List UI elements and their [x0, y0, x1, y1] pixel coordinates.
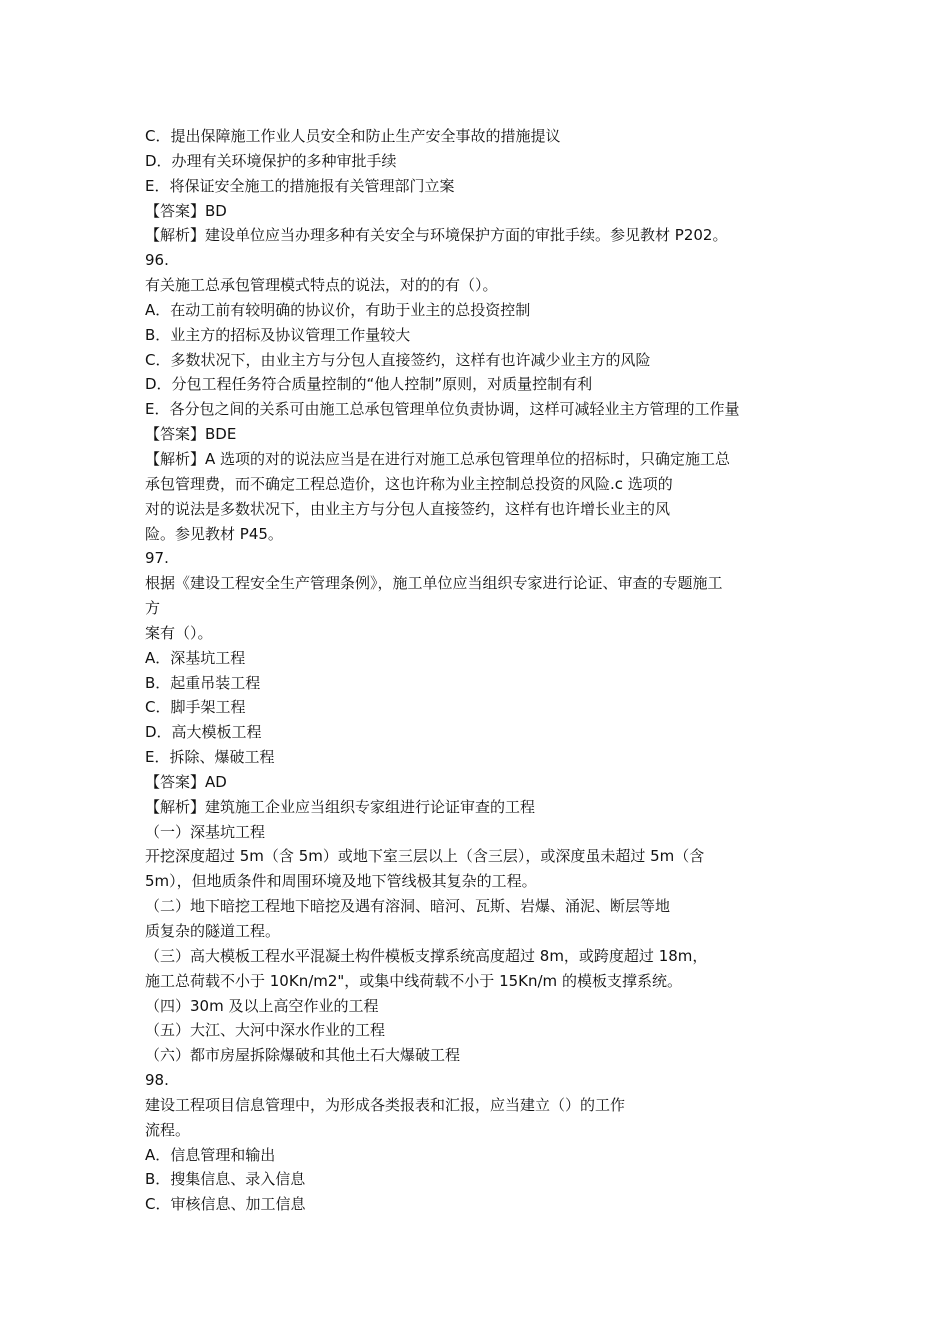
question-text: 方	[145, 599, 161, 618]
analysis-line: （六）都市房屋拆除爆破和其他土石大爆破工程	[145, 1046, 461, 1065]
analysis-line: 对的说法是多数状况下，由业主方与分包人直接签约，这样有也许增长业主的风	[145, 499, 671, 518]
question-text: 有关施工总承包管理模式特点的说法，对的的有（）。	[145, 276, 498, 295]
option-line: A．深基坑工程	[145, 648, 246, 667]
analysis-line: 5m），但地质条件和周围环境及地下管线极其复杂的工程。	[145, 872, 537, 891]
analysis-line: 开挖深度超过 5m（含 5m）或地下室三层以上（含三层），或深度虽未超过 5m（含	[145, 847, 705, 866]
option-line: C．多数状况下，由业主方与分包人直接签约，这样有也许减少业主方的风险	[145, 350, 651, 369]
analysis-line: 承包管理费，而不确定工程总造价，这也许称为业主控制总投资的风险.c 选项的	[145, 474, 673, 493]
analysis-line: （五）大江、大河中深水作业的工程	[145, 1021, 386, 1040]
question-text: 根据《建设工程安全生产管理条例》，施工单位应当组织专家进行论证、审查的专题施工	[145, 574, 723, 593]
analysis-line: 施工总荷载不小于 10Kn/m2"，或集中线荷载不小于 15Kn/m 的模板支撑系统。	[145, 971, 682, 990]
analysis-line: （三）高大模板工程水平混凝土构件模板支撑系统高度超过 8m，或跨度超过 18m，	[145, 946, 708, 965]
analysis-line: （一）深基坑工程	[145, 822, 266, 841]
question-text: 建设工程项目信息管理中，为形成各类报表和汇报，应当建立（）的工作	[145, 1095, 626, 1114]
answer-line: 【答案】BDE	[145, 425, 237, 444]
analysis-line: 【解析】建筑施工企业应当组织专家组进行论证审查的工程	[145, 797, 536, 816]
option-line: A．在动工前有较明确的协议价，有助于业主的总投资控制	[145, 300, 531, 319]
option-line: B．搜集信息、录入信息	[145, 1170, 306, 1189]
document-body	[145, 124, 815, 1217]
question-number: 98.	[145, 1071, 169, 1090]
option-line: D．高大模板工程	[145, 723, 262, 742]
analysis-line: 险。参见教材 P45。	[145, 524, 283, 543]
analysis-line: （二）地下暗挖工程地下暗挖及遇有溶洞、暗河、瓦斯、岩爆、涌泥、断层等地	[145, 897, 671, 916]
answer-line: 【答案】BD	[145, 201, 227, 220]
analysis-line: （四）30m 及以上高空作业的工程	[145, 996, 379, 1015]
option-line: B．起重吊装工程	[145, 673, 261, 692]
answer-line: 【答案】AD	[145, 772, 227, 791]
analysis-line: 质复杂的隧道工程。	[145, 922, 281, 940]
option-line: E．各分包之间的关系可由施工总承包管理单位负责协调，这样可减轻业主方管理的工作量	[145, 400, 740, 419]
question-text: 流程。	[145, 1120, 191, 1139]
text-line: E．将保证安全施工的措施报有关管理部门立案	[145, 176, 455, 195]
text-line: C．提出保障施工作业人员安全和防止生产安全事故的措施提议	[145, 127, 561, 145]
text-line: D．办理有关环境保护的多种审批手续	[145, 151, 397, 170]
option-line: D．分包工程任务符合质量控制的“他人控制”原则，对质量控制有利	[145, 375, 593, 394]
option-line: C．审核信息、加工信息	[145, 1195, 306, 1214]
analysis-line: 【解析】A 选项的对的说法应当是在进行对施工总承包管理单位的招标时，只确定施工总	[145, 449, 731, 468]
question-number: 97.	[145, 549, 169, 568]
option-line: B．业主方的招标及协议管理工作量较大	[145, 325, 411, 344]
option-line: E．拆除、爆破工程	[145, 748, 275, 767]
question-number: 96.	[145, 251, 169, 270]
question-text: 案有（）。	[145, 623, 213, 642]
option-line: A．信息管理和输出	[145, 1145, 276, 1164]
analysis-line: 【解析】建设单位应当办理多种有关安全与环境保护方面的审批手续。参见教材 P202。	[145, 226, 728, 245]
option-line: C．脚手架工程	[145, 698, 246, 717]
